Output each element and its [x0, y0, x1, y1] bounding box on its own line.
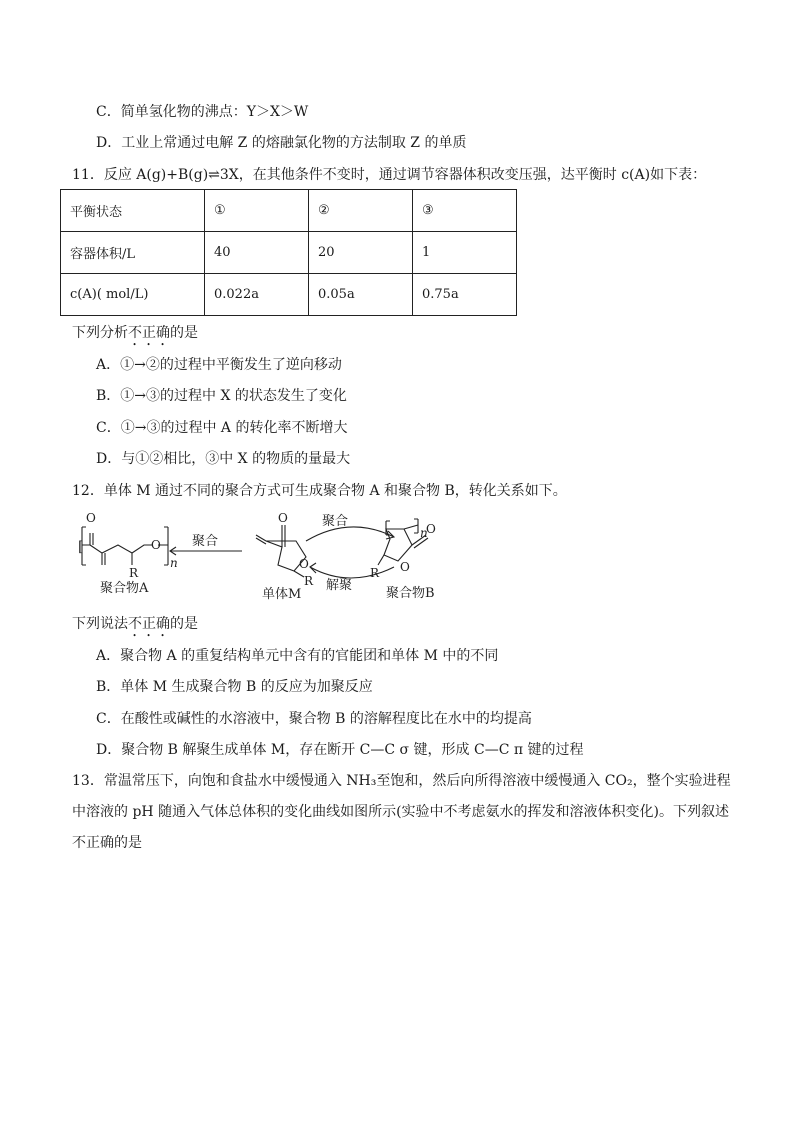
table-cell: 容器体积/L — [61, 232, 205, 274]
table-cell: 0.05a — [309, 274, 413, 316]
table-cell: 0.75a — [413, 274, 517, 316]
q12-stem: 12．单体 M 通过不同的聚合方式可生成聚合物 A 和聚合物 B，转化关系如下。 — [72, 483, 567, 499]
q10-option-c: C．简单氢化物的沸点：Y＞X＞W — [96, 104, 309, 120]
table-cell: 1 — [413, 232, 517, 274]
atom-label: O — [400, 560, 410, 574]
atom-label: R — [304, 574, 314, 588]
bracket-glyph: [ — [78, 539, 84, 555]
table-header-cell: ③ — [413, 190, 517, 232]
monomer-m-label: 单体M — [262, 587, 302, 602]
monomer-exo-methylene — [256, 535, 266, 544]
arrow-polymerize-b — [306, 527, 394, 541]
q11-prompt — [72, 323, 198, 349]
q12-option-a: A．聚合物 A 的重复结构单元中含有的官能团和单体 M 中的不同 — [96, 648, 499, 664]
subscript-label: n — [420, 526, 428, 540]
prompt-emphasis: 不正确 — [128, 616, 170, 632]
prompt-text: 下列说法 — [72, 616, 128, 632]
q11-option-d: D．与①②相比，③中 X 的物质的量最大 — [96, 451, 351, 467]
table-cell: 20 — [309, 232, 413, 274]
table-header-cell: 平衡状态 — [61, 190, 205, 232]
subscript-label: n — [170, 556, 178, 570]
table-header-cell: ① — [205, 190, 309, 232]
table-row — [61, 274, 517, 316]
arrow-label: 聚合 — [322, 514, 349, 529]
prompt-text: 下列分析 — [72, 325, 128, 341]
polymer-a-label: 聚合物A — [100, 581, 149, 596]
table-cell: 0.022a — [205, 274, 309, 316]
atom-label: O — [426, 522, 436, 536]
table-cell: c(A)( mol/L) — [61, 274, 205, 316]
monomer-carbonyl — [282, 525, 285, 547]
arrow-label: 解聚 — [326, 578, 353, 593]
atom-label: O — [278, 511, 288, 525]
bracket-right — [164, 527, 168, 565]
atom-label: O — [151, 538, 161, 552]
polymer-b-ring — [384, 529, 412, 561]
atom-label: R — [129, 566, 139, 580]
arrow-depolymerize — [310, 563, 394, 578]
table-row — [61, 190, 517, 232]
q10-option-d: D．工业上常通过电解 Z 的熔融氯化物的方法制取 Z 的单质 — [96, 135, 467, 151]
q13-stem-line3: 不正确的是 — [72, 835, 142, 851]
prompt-emphasis: 不正确 — [128, 325, 170, 341]
table-cell: 40 — [205, 232, 309, 274]
q11-option-b: B．①→③的过程中 X 的状态发生了变化 — [96, 388, 347, 404]
polymer-b-chain — [404, 525, 418, 529]
arrow-label: 聚合 — [192, 534, 219, 549]
q12-option-d: D．聚合物 B 解聚生成单体 M，存在断开 C—C σ 键，形成 C—C π 键的过程 — [96, 742, 584, 758]
prompt-text: 的是 — [170, 616, 198, 632]
q12-prompt — [72, 614, 198, 640]
prompt-text: 的是 — [170, 325, 198, 341]
table-row — [61, 232, 517, 274]
table-header-cell: ② — [309, 190, 413, 232]
q11-option-c: C．①→③的过程中 A 的转化率不断增大 — [96, 420, 348, 436]
q12-option-b: B．单体 M 生成聚合物 B 的反应为加聚反应 — [96, 679, 373, 695]
q11-stem: 11．反应 A(g)+B(g)⇌3X，在其他条件不变时，通过调节容器体积改变压强，达平衡时 c(A)如下表： — [72, 167, 707, 183]
equilibrium-table — [60, 189, 517, 316]
atom-label: R — [370, 566, 380, 580]
q13-stem-line2: 中溶液的 pH 随通入气体总体积的变化曲线如图所示(实验中不考虑氨水的挥发和溶液体积变化)。下列叙述 — [72, 804, 729, 820]
polymerization-scheme — [60, 505, 480, 607]
q12-option-c: C．在酸性或碱性的水溶液中，聚合物 B 的溶解程度比在水中的均提高 — [96, 711, 532, 727]
q11-option-a: A．①→②的过程中平衡发生了逆向移动 — [96, 357, 342, 373]
polymer-b-label: 聚合物B — [386, 586, 435, 601]
atom-label: O — [86, 511, 96, 525]
carbonyl-bond — [82, 533, 93, 545]
monomer-r-bond — [294, 571, 304, 577]
polymer-b-r-bond — [378, 555, 384, 565]
atom-label: O — [299, 557, 309, 571]
q13-stem-line1: 13．常温常压下，向饱和食盐水中缓慢通入 NH₃至饱和，然后向所得溶液中缓慢通入 CO₂，整个实验进程 — [72, 773, 731, 789]
